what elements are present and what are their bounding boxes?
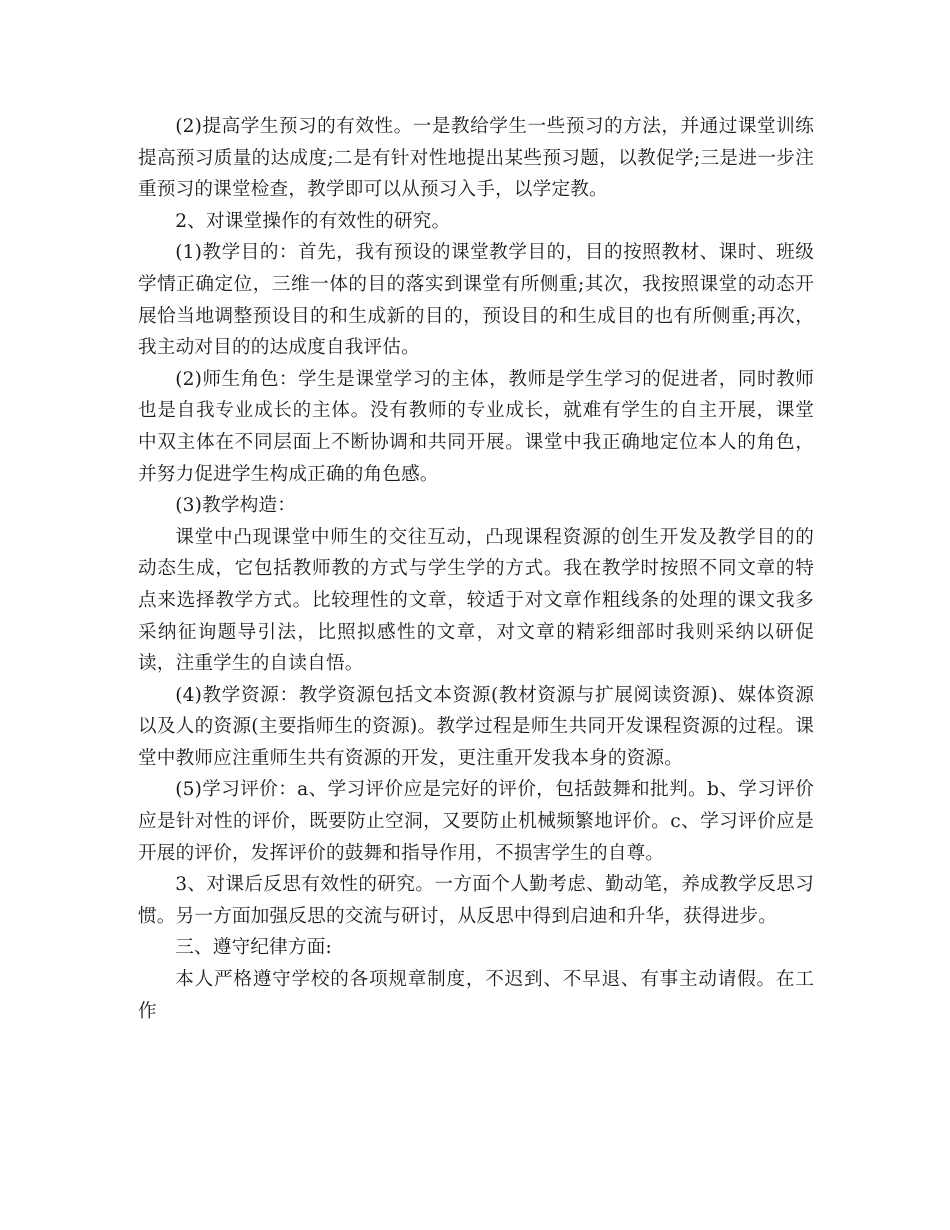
paragraph-discipline-heading: 三、遵守纪律方面:: [175, 937, 333, 959]
paragraph-teacher-student-roles: (2)师生角色：学生是课堂学习的主体，教师是学生学习的促进者，同时教师也是自我专业成长的主体。没有教师的专业成长，就难有学生的自主开展，课堂中双主体在不同层面上不断协调和共同开展。课堂中我正确地定位本人的角色，并努力促进学生构成正确的角色感。: [138, 368, 814, 485]
paragraph-teaching-structure-heading: (3)教学构造：: [175, 495, 297, 517]
paragraph-section-2-heading: 2、对课堂操作的有效性的研究。: [175, 210, 451, 232]
document-body: [138, 111, 814, 1027]
paragraph-learning-evaluation: (5)学习评价：a、学习评价应是完好的评价，包括鼓舞和批判。b、学习评价应是针对性的评价，既要防止空洞，又要防止机械频繁地评价。c、学习评价应是开展的评价，发挥评价的鼓舞和指导作用，不损害学生的自尊。: [138, 779, 814, 864]
paragraph-preview-effectiveness: (2)提高学生预习的有效性。一是教给学生一些预习的方法，并通过课堂训练提高预习质量的达成度;二是有针对性地提出某些预习题，以教促学;三是进一步注重预习的课堂检查，教学即可以从预习入手，以学定教。: [138, 116, 814, 201]
paragraph-reflection-research: 3、对课后反思有效性的研究。一方面个人勤考虑、勤动笔，养成教学反思习惯。另一方面加强反思的交流与研讨，从反思中得到启迪和升华，获得进步。: [138, 874, 814, 927]
paragraph-teaching-goals: (1)教学目的：首先，我有预设的课堂教学目的，目的按照教材、课时、班级学情正确定位，三维一体的目的落实到课堂有所侧重;其次，我按照课堂的动态开展恰当地调整预设目的和生成新的目的，预设目的和生成目的也有所侧重;再次，我主动对目的的达成度自我评估。: [138, 242, 814, 359]
paragraph-teaching-resources: (4)教学资源：教学资源包括文本资源(教材资源与扩展阅读资源)、媒体资源以及人的资源(主要指师生的资源)。教学过程是师生共同开发课程资源的过程。课堂中教师应注重师生共有资源的开发，更注重开发我本身的资源。: [138, 684, 814, 769]
paragraph-discipline: 本人严格遵守学校的各项规章制度，不迟到、不早退、有事主动请假。在工作: [138, 969, 814, 1022]
paragraph-teaching-structure: 课堂中凸现课堂中师生的交往互动，凸现课程资源的创生开发及教学目的的动态生成，它包括教师教的方式与学生学的方式。我在教学时按照不同文章的特点来选择教学方式。比较理性的文章，较适于对文章作粗线条的处理的课文我多采纳征询题导引法，比照拟感性的文章，对文章的精彩细部时我则采纳以研促读，注重学生的自读自悟。: [138, 526, 814, 675]
